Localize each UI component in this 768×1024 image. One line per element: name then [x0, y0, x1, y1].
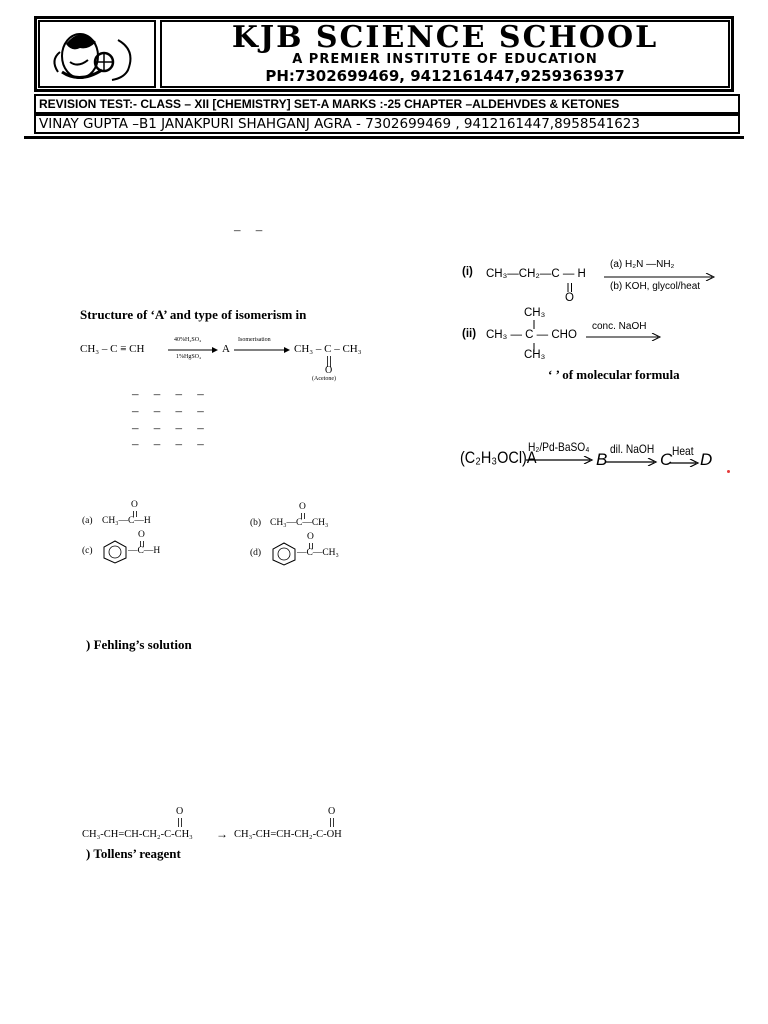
test-info-bar: REVISION TEST:- CLASS – XII [CHEMISTRY] SET-A MARKS :-25 CHAPTER –ALDEHVDES & KETONES: [34, 94, 740, 114]
sequence-c: C: [660, 450, 673, 469]
option-a-oxygen: O: [131, 500, 138, 510]
reaction2-product-oxygen: O: [328, 806, 336, 817]
sequence-arrow3-icon: [670, 459, 700, 467]
reaction-i-label: (i): [462, 266, 473, 278]
reaction-ii-top-group: CH₃: [524, 307, 546, 319]
reaction2-arrow: →: [216, 827, 228, 841]
option-a-double-bond-icon: [132, 511, 138, 517]
reaction-ii-bottom-group: CH₃: [524, 349, 546, 361]
reaction-i-arrow-icon: [604, 273, 716, 281]
fehling-solution-text: ) Fehling’s solution: [86, 637, 192, 652]
school-phone: PH:7302699469, 9412161447,9259363937: [265, 67, 625, 85]
reaction-ii-formula: CH₃ — C — CHO: [486, 329, 577, 341]
sequence-reagent1: H₂/Pd-BaSO₄: [528, 440, 590, 454]
reaction-i-reagent-a: (a) H₂N —NH₂: [610, 259, 675, 270]
sequence-arrow2-icon: [606, 458, 660, 466]
option-b-formula: CH₃—C—CH₃: [270, 518, 329, 528]
tollens-reagent-text: ) Tollens’ reagent: [86, 846, 181, 861]
reaction2-product: CH₃-CH=CH-CH₂-C-OH: [234, 829, 342, 840]
sequence-reagent3: Heat: [672, 444, 694, 458]
dash-row: – – – –: [132, 436, 210, 451]
reaction1-reactant: CH₃ – C ≡ CH: [80, 343, 145, 355]
reaction1-reagent-top: 40%H₂SO₄: [174, 337, 202, 343]
reaction-i-reagent-b: (b) KOH, glycol/heat: [610, 281, 701, 292]
school-logo: [38, 20, 156, 88]
sequence-start: (C₂H₃OCl)A: [460, 448, 537, 467]
option-c-oxygen: O: [138, 530, 145, 540]
benzene-ring-icon: [102, 540, 128, 564]
address-bar: VINAY GUPTA –B1 JANAKPURI SHAHGANJ AGRA - 7302699469 , 9412161447,8958541623: [34, 114, 740, 134]
structure-question: Structure of ‘A’ and type of isomerism in: [80, 307, 307, 322]
school-name: KJB SCIENCE SCHOOL: [231, 20, 659, 55]
reaction1-intermediate: A: [222, 343, 230, 355]
option-a-formula: CH₃—C—H: [102, 516, 151, 526]
option-d-label: (d): [250, 548, 262, 558]
reaction1-arrow-icon: [168, 347, 218, 353]
option-d-oxygen: O: [307, 532, 314, 542]
option-b-oxygen: O: [299, 502, 306, 512]
blank-dashes: – –: [234, 222, 269, 237]
option-d-double-bond-icon: [308, 543, 314, 549]
header-divider: [24, 136, 744, 139]
reaction-i-oxygen: O: [565, 292, 574, 304]
sequence-arrow1-icon: [526, 456, 596, 464]
dash-row: – – – –: [132, 420, 210, 435]
reaction2-reactant-oxygen: O: [176, 806, 184, 817]
reaction1-oxygen: O: [325, 365, 333, 376]
school-tagline: A PREMIER INSTITUTE OF EDUCATION: [292, 52, 598, 67]
reaction-ii-label: (ii): [462, 328, 477, 340]
reaction2-product-double-bond-icon: [329, 818, 335, 828]
option-c-double-bond-icon: [139, 541, 145, 547]
reaction1-product-name: (Acetone): [312, 376, 336, 382]
reaction1-isomerisation-arrow-icon: [234, 347, 290, 353]
option-b-double-bond-icon: [300, 513, 306, 519]
option-c-formula: —C—H: [128, 546, 161, 556]
sequence-b: B: [596, 450, 608, 469]
option-a-label: (a): [82, 516, 93, 526]
reaction-i-formula: CH₃—CH₂—C — H: [486, 268, 586, 280]
option-b-label: (b): [250, 518, 262, 528]
dash-row: – – – –: [132, 386, 210, 401]
hanuman-logo-icon: [40, 22, 154, 86]
option-d-formula: —C—CH₃: [297, 548, 339, 558]
option-c-label: (c): [82, 546, 93, 556]
red-mark: [727, 470, 730, 473]
reaction2-reactant: CH₃-CH=CH-CH₂-C-CH₃: [82, 829, 193, 840]
benzene-ring-icon: [271, 542, 297, 566]
reaction-ii-arrow-icon: [586, 333, 662, 341]
reaction1-isomerisation-label: Isomerisation: [238, 337, 271, 343]
reaction2-reactant-double-bond-icon: [177, 818, 183, 828]
sequence-d: D: [700, 450, 713, 469]
reaction1-product: CH₃ – C – CH₃: [294, 343, 362, 355]
reaction1-reagent-bottom: 1%HgSO₄: [176, 354, 202, 360]
molecular-formula-text: ‘ ’ of molecular formula: [548, 367, 680, 382]
sequence-reagent2: dil. NaOH: [610, 442, 655, 456]
reaction-ii-reagent: conc. NaOH: [592, 321, 647, 332]
dash-row: – – – –: [132, 403, 210, 418]
